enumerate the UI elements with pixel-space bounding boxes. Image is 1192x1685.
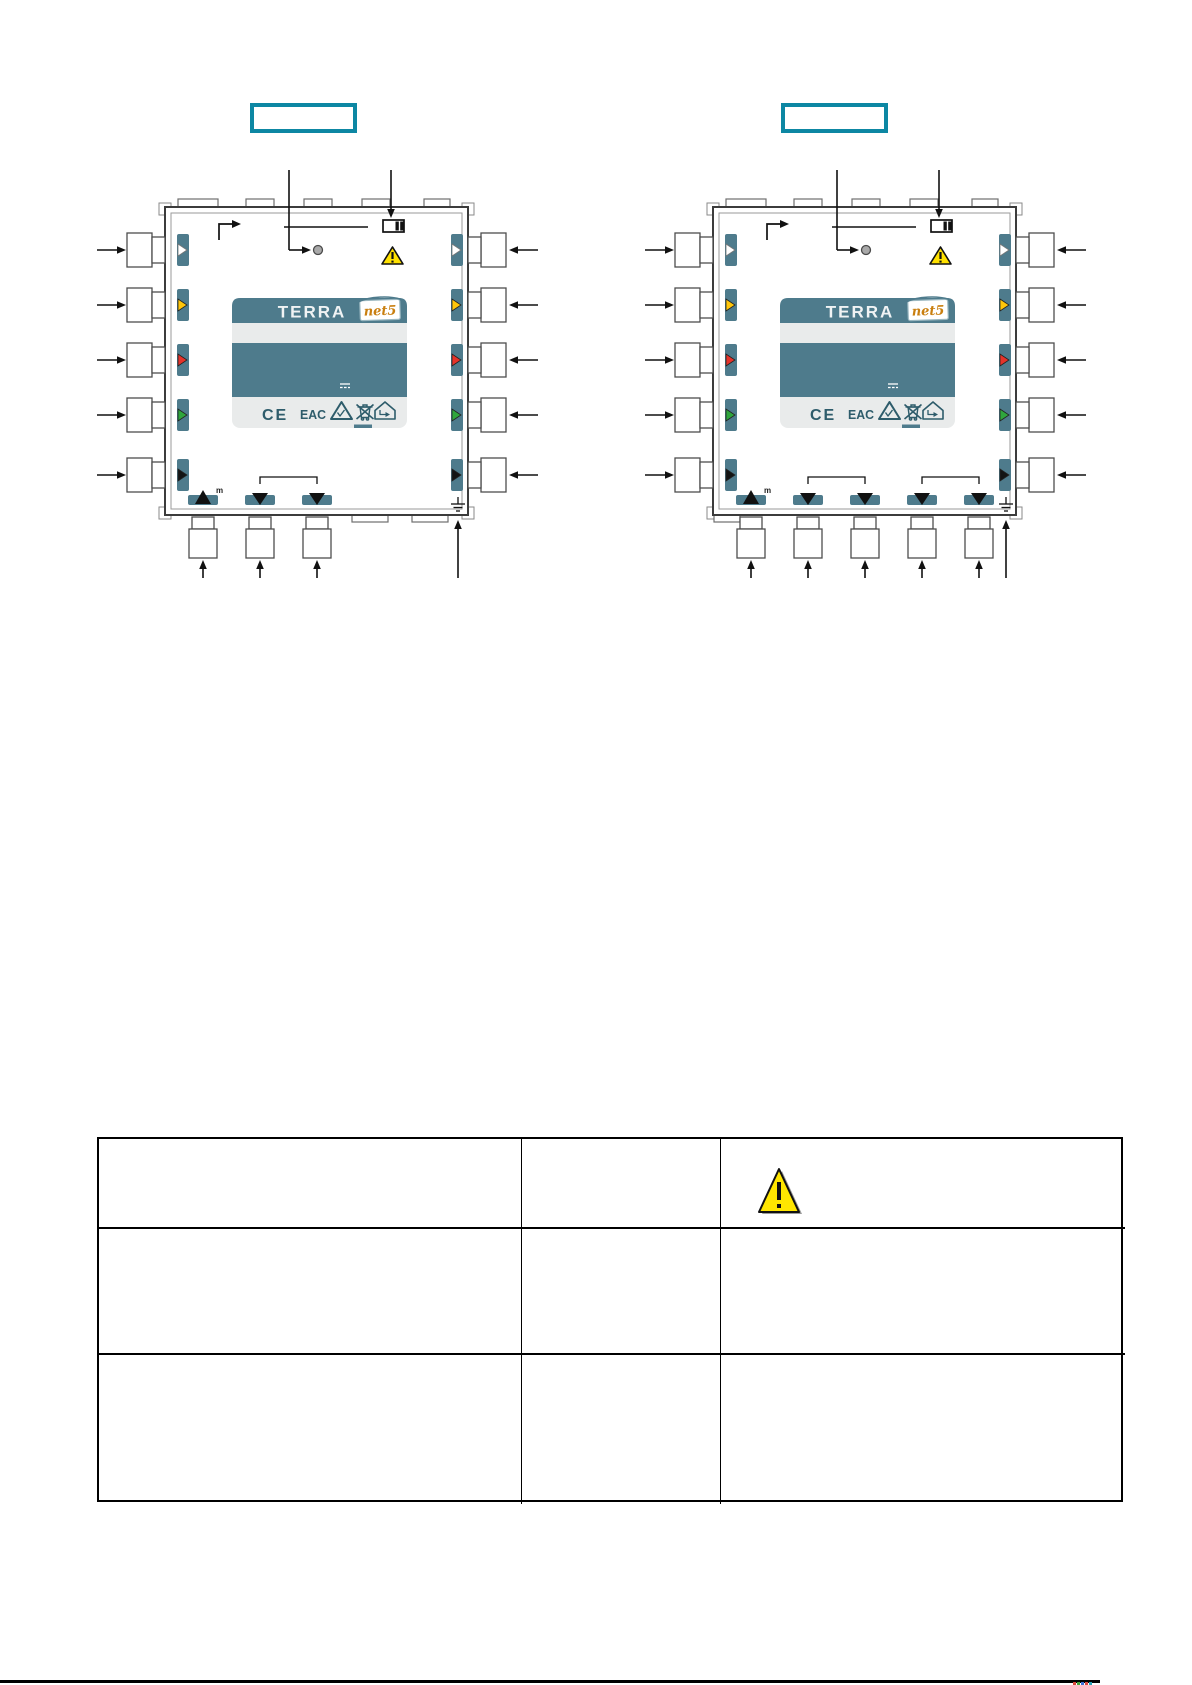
- f-connector: [127, 343, 152, 377]
- input-arrow: [645, 471, 674, 479]
- f-connector: [675, 233, 700, 267]
- led-indicator: [314, 246, 323, 255]
- table-cell-r0c2: [721, 1139, 1125, 1229]
- input-arrow: [97, 301, 126, 309]
- f-connector: [1029, 288, 1054, 322]
- ce-mark-icon: CE: [262, 407, 289, 424]
- eac-mark-icon: EAC: [848, 408, 874, 422]
- f-connector: [675, 398, 700, 432]
- input-arrow: [975, 560, 983, 578]
- f-connector: [968, 517, 990, 529]
- f-connector: [481, 398, 506, 432]
- net5-text: net5: [911, 303, 945, 320]
- ce-mark-icon: CE: [810, 407, 837, 424]
- f-connector: [797, 517, 819, 529]
- footer-rule: [0, 1680, 1100, 1683]
- table-cell-r2c0: [99, 1355, 522, 1504]
- ground-arrow: [1002, 520, 1010, 578]
- spec-table: [97, 1137, 1123, 1502]
- model-label-box-right: [781, 103, 888, 133]
- table-cell-r0c0: [99, 1139, 522, 1229]
- weee-underline-bar: [354, 425, 372, 429]
- switch-pointer-arrow: [387, 170, 395, 218]
- device-2: [638, 163, 1093, 578]
- label-body: [232, 343, 407, 397]
- label-body: [780, 343, 955, 397]
- device-1: [90, 163, 545, 578]
- input-arrow: [97, 471, 126, 479]
- model-label-box-left: [250, 103, 357, 133]
- f-connector: [481, 288, 506, 322]
- input-arrow: [1057, 356, 1086, 364]
- f-connector: [481, 458, 506, 492]
- table-cell-r1c2: [721, 1229, 1125, 1355]
- f-connector: [1029, 343, 1054, 377]
- input-arrow: [509, 356, 538, 364]
- eac-mark-icon: EAC: [300, 408, 326, 422]
- f-connector: [481, 343, 506, 377]
- input-arrow: [97, 411, 126, 419]
- net5-badge: [907, 296, 950, 320]
- terra-label: [780, 296, 955, 428]
- marker-m-glyph: m: [764, 486, 772, 495]
- warning-triangle-icon: [757, 1167, 803, 1217]
- table-cell-r1c0: [99, 1229, 522, 1355]
- input-arrow: [509, 301, 538, 309]
- input-arrow: [1057, 246, 1086, 254]
- net5-text: net5: [363, 303, 397, 320]
- device-diagram-1: [90, 163, 545, 578]
- terra-label: [232, 296, 407, 428]
- table-cell-r0c1: [522, 1139, 721, 1229]
- power-switch-icon: [931, 220, 952, 232]
- input-arrow: [645, 246, 674, 254]
- brand-text: TERRA: [277, 302, 347, 322]
- input-arrow: [645, 301, 674, 309]
- power-switch-icon: [383, 220, 404, 232]
- input-arrow: [97, 356, 126, 364]
- table-cell-r2c2: [721, 1355, 1125, 1504]
- input-arrow: [97, 246, 126, 254]
- f-connector: [740, 517, 762, 529]
- f-connector: [911, 517, 933, 529]
- weee-underline-bar: [902, 425, 920, 429]
- brand-text: TERRA: [825, 302, 895, 322]
- f-connector: [1029, 458, 1054, 492]
- input-arrow: [199, 560, 207, 578]
- f-connector: [675, 343, 700, 377]
- bottom-port: [188, 486, 223, 578]
- input-arrow: [645, 356, 674, 364]
- input-arrow: [509, 471, 538, 479]
- f-connector: [192, 517, 214, 529]
- table-cell-r2c1: [522, 1355, 721, 1504]
- f-connector: [1029, 398, 1054, 432]
- input-arrow: [1057, 471, 1086, 479]
- input-arrow: [256, 560, 264, 578]
- input-arrow: [313, 560, 321, 578]
- led-indicator: [862, 246, 871, 255]
- f-connector: [249, 517, 271, 529]
- f-connector: [1029, 233, 1054, 267]
- f-connector: [675, 458, 700, 492]
- device-diagram-2: [638, 163, 1093, 578]
- f-connector: [127, 288, 152, 322]
- net5-badge: [359, 296, 402, 320]
- input-arrow: [1057, 411, 1086, 419]
- marker-m-glyph: m: [216, 486, 224, 495]
- ground-arrow: [454, 520, 462, 578]
- f-connector: [481, 233, 506, 267]
- f-connector: [675, 288, 700, 322]
- f-connector: [127, 458, 152, 492]
- f-connector: [306, 517, 328, 529]
- input-arrow: [509, 246, 538, 254]
- input-arrow: [918, 560, 926, 578]
- input-arrow: [645, 411, 674, 419]
- input-arrow: [1057, 301, 1086, 309]
- bottom-port: [736, 486, 771, 578]
- input-arrow: [861, 560, 869, 578]
- f-connector: [854, 517, 876, 529]
- f-connector: [127, 233, 152, 267]
- f-connector: [127, 398, 152, 432]
- input-arrow: [747, 560, 755, 578]
- switch-pointer-arrow: [935, 170, 943, 218]
- input-arrow: [804, 560, 812, 578]
- table-cell-r1c1: [522, 1229, 721, 1355]
- input-arrow: [509, 411, 538, 419]
